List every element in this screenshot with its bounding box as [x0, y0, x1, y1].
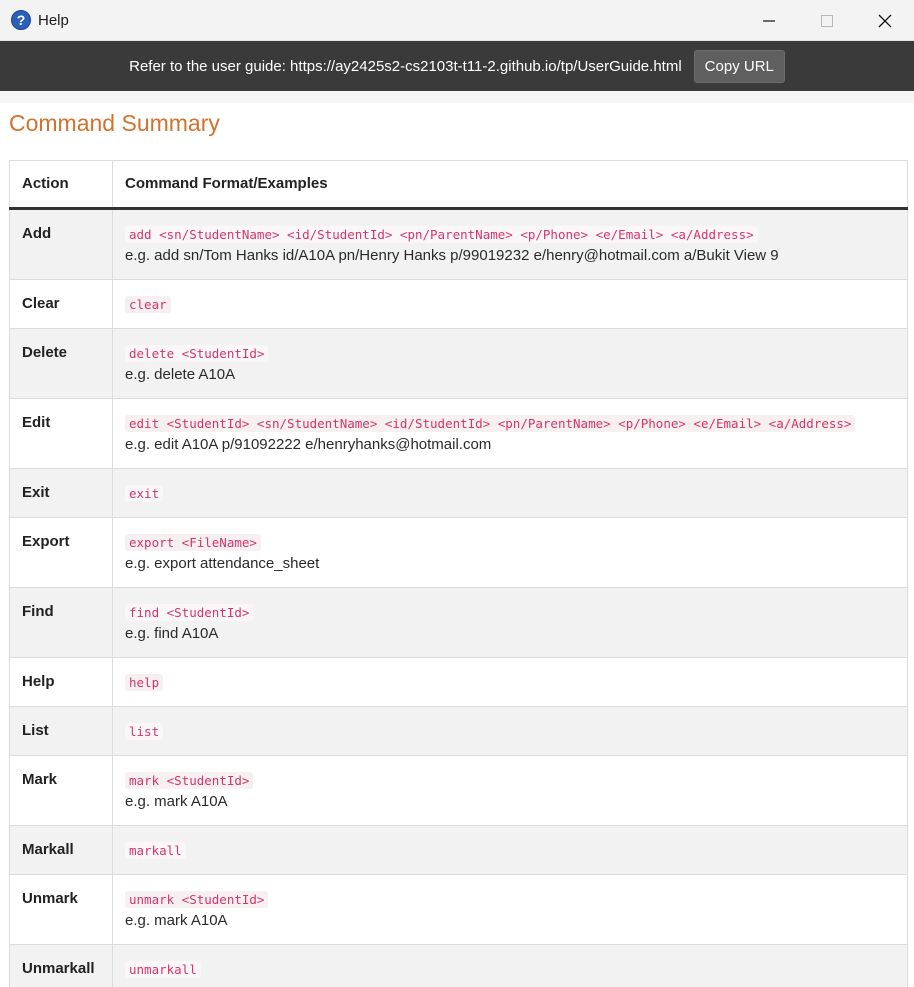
command-format-cell — [113, 209, 908, 280]
command-action: Delete — [10, 329, 113, 399]
table-row — [10, 399, 908, 469]
command-format: list — [125, 723, 163, 740]
command-action: Mark — [10, 756, 113, 826]
title-bar — [0, 0, 914, 41]
command-summary-table — [9, 160, 908, 987]
table-row — [10, 329, 908, 399]
command-format-cell — [113, 756, 908, 826]
command-format: edit <StudentId> <sn/StudentName> <id/StudentId> <pn/ParentName> <p/Phone> <e/Email> <a/Address> — [125, 415, 855, 432]
command-format: help — [125, 674, 163, 691]
table-row — [10, 707, 908, 756]
command-example: e.g. add sn/Tom Hanks id/A10A pn/Henry Hanks p/99019232 e/henry@hotmail.com a/Bukit View 9 — [125, 247, 779, 264]
command-example: e.g. mark A10A — [125, 793, 228, 810]
command-format-cell — [113, 399, 908, 469]
command-format: add <sn/StudentName> <id/StudentId> <pn/ParentName> <p/Phone> <e/Email> <a/Address> — [125, 226, 758, 243]
command-format-cell — [113, 707, 908, 756]
maximize-button[interactable] — [798, 0, 856, 41]
command-format: exit — [125, 485, 163, 502]
table-row — [10, 469, 908, 518]
command-action: Edit — [10, 399, 113, 469]
close-button[interactable] — [856, 0, 914, 41]
command-action: List — [10, 707, 113, 756]
command-format-cell — [113, 518, 908, 588]
command-action: Unmark — [10, 875, 113, 945]
table-row — [10, 518, 908, 588]
command-format-cell — [113, 588, 908, 658]
copy-url-button[interactable]: Copy URL — [694, 50, 785, 83]
command-format: unmark <StudentId> — [125, 891, 268, 908]
table-row — [10, 209, 908, 280]
command-format-cell — [113, 875, 908, 945]
command-action: Help — [10, 658, 113, 707]
command-action: Exit — [10, 469, 113, 518]
table-row — [10, 875, 908, 945]
command-action: Markall — [10, 826, 113, 875]
help-content[interactable] — [0, 91, 914, 987]
page-title: Command Summary — [9, 110, 220, 136]
close-icon — [878, 14, 892, 28]
command-format-cell — [113, 945, 908, 987]
command-format-cell — [113, 658, 908, 707]
command-format-cell — [113, 469, 908, 518]
command-format: find <StudentId> — [125, 604, 253, 621]
command-format-cell — [113, 826, 908, 875]
command-action: Find — [10, 588, 113, 658]
minimize-button[interactable] — [740, 0, 798, 41]
command-format: clear — [125, 296, 171, 313]
table-row — [10, 280, 908, 329]
table-header-row — [10, 161, 908, 209]
maximize-icon — [820, 14, 834, 28]
user-guide-bar — [0, 41, 914, 91]
window-title: Help — [38, 11, 69, 29]
command-format: unmarkall — [125, 961, 201, 978]
command-format: delete <StudentId> — [125, 345, 268, 362]
user-guide-url-text: Refer to the user guide: https://ay2425s2-cs2103t-t11-2.github.io/tp/UserGuide.html — [129, 57, 682, 75]
minimize-icon — [762, 14, 776, 28]
command-example: e.g. mark A10A — [125, 912, 228, 929]
command-format: mark <StudentId> — [125, 772, 253, 789]
command-example: e.g. delete A10A — [125, 366, 236, 383]
table-row — [10, 756, 908, 826]
command-action: Export — [10, 518, 113, 588]
command-example: e.g. edit A10A p/91092222 e/henryhanks@hotmail.com — [125, 436, 492, 453]
table-row — [10, 826, 908, 875]
command-format-cell — [113, 280, 908, 329]
table-row — [10, 658, 908, 707]
command-format-cell — [113, 329, 908, 399]
question-icon: ? — [11, 10, 31, 30]
table-row — [10, 945, 908, 987]
window-controls — [740, 0, 914, 41]
command-example: e.g. find A10A — [125, 625, 219, 642]
command-action: Add — [10, 209, 113, 280]
command-action: Unmarkall — [10, 945, 113, 987]
table-row — [10, 588, 908, 658]
command-example: e.g. export attendance_sheet — [125, 555, 320, 572]
column-header-action: Action — [10, 161, 113, 209]
command-format: markall — [125, 842, 186, 859]
command-format: export <FileName> — [125, 534, 261, 551]
column-header-format: Command Format/Examples — [113, 161, 908, 209]
command-action: Clear — [10, 280, 113, 329]
